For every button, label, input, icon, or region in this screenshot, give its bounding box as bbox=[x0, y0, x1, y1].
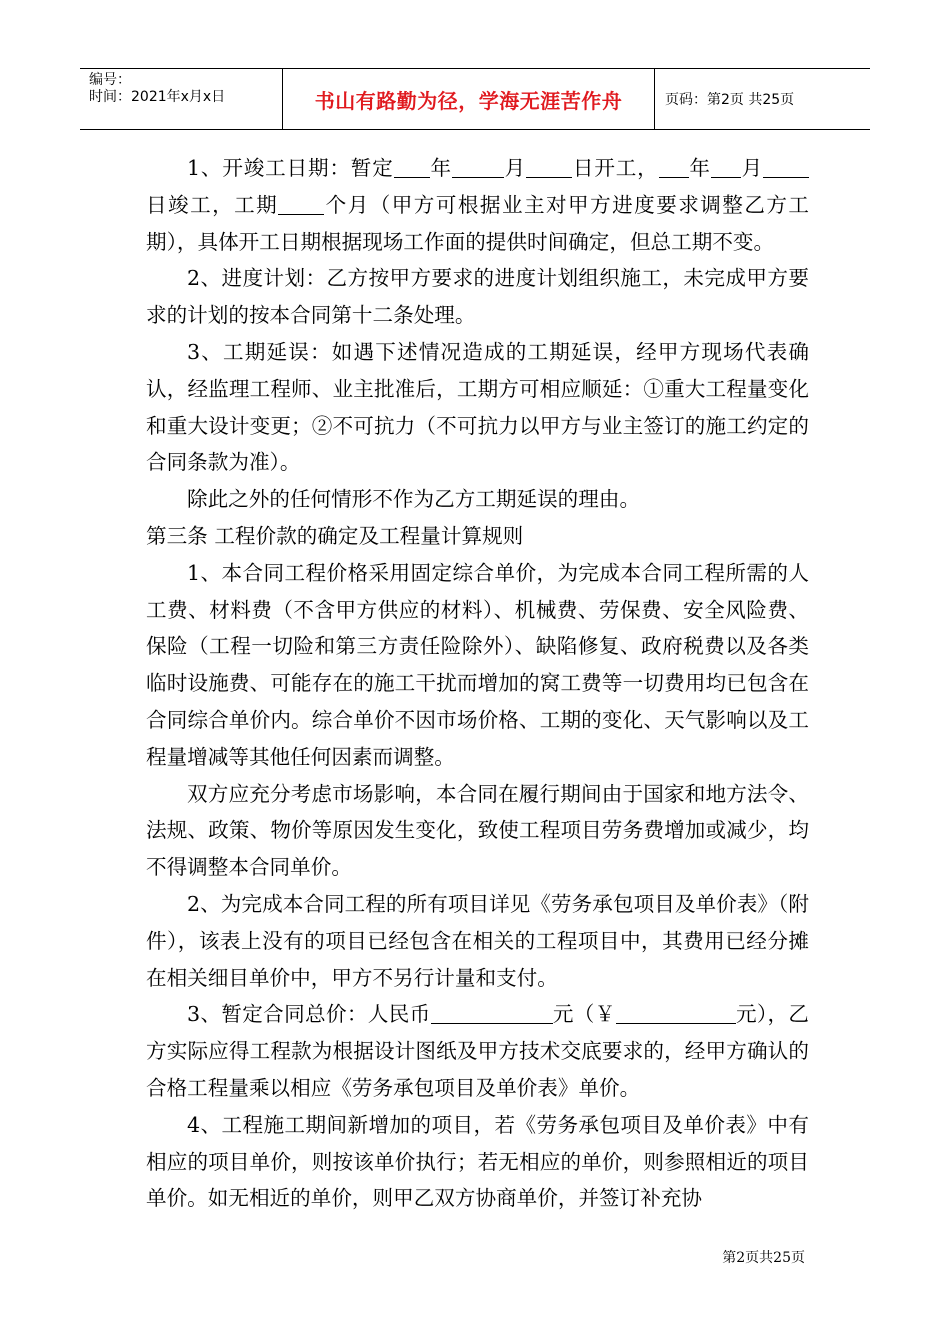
blank-end-year bbox=[659, 155, 689, 178]
blank-start-year bbox=[394, 155, 430, 178]
blank-start-day bbox=[526, 155, 572, 178]
blank-start-month bbox=[452, 155, 504, 178]
page-header bbox=[80, 68, 870, 130]
blank-duration-months bbox=[278, 192, 324, 215]
serial-label: 编号： bbox=[89, 72, 131, 88]
page-footer: 第2页共25页 bbox=[722, 1250, 805, 1266]
paragraph-delay-exclusion: 除此之外的任何情形不作为乙方工期延误的理由。 bbox=[187, 487, 641, 512]
paragraph-unit-price: 1、本合同工程价格采用固定综合单价，为完成本合同工程所需的人工费、材料费（不含甲方供应的材料）、机械费、劳保费、安全风险费、保险（工程一切险和第三方责任险除外）、缺陷修复、政府税费以及各类临时设施费、可能存在的施工干扰而增加的窝工费等一切费用均已包含在合同综合单价内。综合单价不因市场价格、工期的变化、天气影响以及工程量增减等其他任何因素而调整。 bbox=[146, 560, 809, 769]
paragraph-progress-plan: 2、进度计划：乙方按甲方要求的进度计划组织施工，未完成甲方要求的计划的按本合同第十二条处理。 bbox=[146, 266, 809, 328]
document-body bbox=[146, 150, 809, 1217]
paragraph-schedule: 1、开竣工日期：暂定 年 月 日开工， 年 月日竣工，工期 个月（甲方可根据业主对甲方进度要求调整乙方工期），具体开工日期根据现场工作面的提供时间确定，但总工期不变。 bbox=[146, 156, 810, 254]
paragraph-total-price: 3、暂定合同总价：人民币 元（￥ 元），乙方实际应得工程款为根据设计图纸及甲方技术交底要求的，经甲方确认的合格工程量乘以相应《劳务承包项目及单价表》单价。 bbox=[146, 1002, 810, 1100]
paragraph-delay: 3、工期延误：如遇下述情况造成的工期延误，经甲方现场代表确认，经监理工程师、业主批准后，工期方可相应顺延：①重大工程量变化和重大设计变更；②不可抗力（不可抗力以甲方与业主签订的施工约定的合同条款为准）。 bbox=[146, 339, 809, 475]
paragraph-item-list: 2、为完成本合同工程的所有项目详见《劳务承包项目及单价表》（附件），该表上没有的项目已经包含在相关的工程项目中，其费用已经分摊在相关细目单价中，甲方不另行计量和支付。 bbox=[146, 891, 809, 990]
blank-end-day bbox=[763, 155, 809, 178]
blank-amount-rmb bbox=[431, 1001, 553, 1024]
blank-end-month bbox=[711, 155, 741, 178]
header-motto: 书山有路勤为径，学海无涯苦作舟 bbox=[283, 69, 655, 129]
blank-amount-yen bbox=[616, 1001, 736, 1024]
paragraph-market-risk: 双方应充分考虑市场影响，本合同在履行期间由于国家和地方法令、法规、政策、物价等原因发生变化，致使工程项目劳务费增加或减少，均不得调整本合同单价。 bbox=[146, 781, 809, 880]
article-3-title: 第三条 工程价款的确定及工程量计算规则 bbox=[146, 523, 524, 548]
header-page-number: 页码：第2页 共25页 bbox=[665, 92, 795, 108]
header-meta bbox=[80, 69, 283, 129]
time-label: 时间：2021年x月x日 bbox=[89, 89, 226, 105]
paragraph-new-items: 4、工程施工期间新增加的项目，若《劳务承包项目及单价表》中有相应的项目单价，则按该单价执行；若无相应的单价，则参照相近的项目单价。如无相近的单价，则甲乙双方协商单价，并签订补充协 bbox=[146, 1112, 809, 1211]
